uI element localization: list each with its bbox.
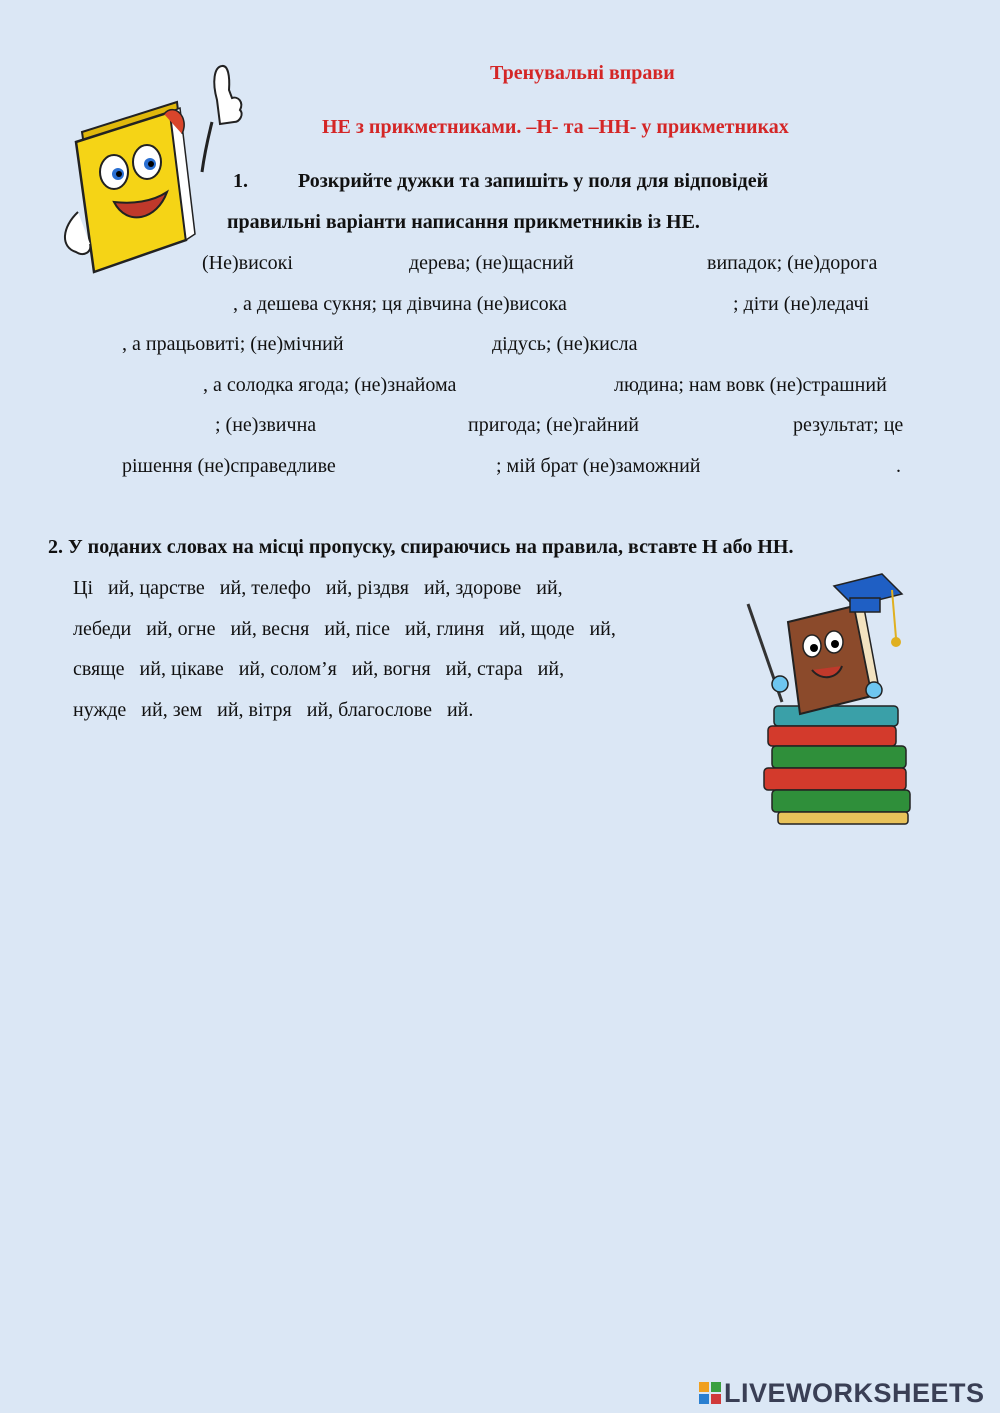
task1-text-12: результат; це xyxy=(793,414,904,436)
answer-field-8[interactable] xyxy=(122,412,212,438)
task1-text-2: дерева; (не)щасний xyxy=(409,252,574,274)
task1-text-15: . xyxy=(896,455,901,477)
task2-line-1: Ці ий, царстве ий, телефо ий, різдвя ий, здорове ий, xyxy=(73,577,563,599)
answer-field-12[interactable] xyxy=(740,453,894,479)
answer-field-1[interactable] xyxy=(315,250,405,276)
answer-field-4[interactable] xyxy=(630,291,730,317)
answer-field-6b[interactable] xyxy=(122,372,200,398)
liveworksheets-logo[interactable] xyxy=(698,1378,985,1408)
task2-line-4: нужде ий, зем ий, вітря ий, благослове ий. xyxy=(73,699,474,721)
answer-field-10[interactable] xyxy=(673,412,789,438)
answer-field-3[interactable] xyxy=(122,291,230,317)
answer-field-6[interactable] xyxy=(668,331,928,357)
liveworksheets-logo-text: LIVEWORKSHEETS xyxy=(724,1378,985,1408)
task1-text-5: ; діти (не)ледачі xyxy=(733,293,870,315)
task1-text-14: ; мій брат (не)заможний xyxy=(496,455,701,477)
answer-field-9[interactable] xyxy=(338,412,464,438)
task1-text-11: пригода; (не)гайний xyxy=(468,414,639,436)
task1-text-13: рішення (не)справедливе xyxy=(122,455,336,477)
page-subtitle: НЕ з прикметниками. –Н- та –НН- у прикметниках xyxy=(322,116,789,138)
task1-text-3: випадок; (не)дорога xyxy=(707,252,878,274)
answer-field-11[interactable] xyxy=(376,453,492,479)
book-character-illustration xyxy=(62,62,248,274)
task1-heading-line1: Розкрийте дужки та запишіть у поля для відповідей xyxy=(298,170,769,192)
task1-text-8: , а солодка ягода; (не)знайома xyxy=(203,374,457,396)
task1-number: 1. xyxy=(233,170,248,192)
task2-heading: 2. У поданих словах на місці пропуску, спираючись на правила, вставте Н або НН. xyxy=(48,536,794,558)
answer-field-2[interactable] xyxy=(607,250,703,276)
task2-line-3: свяще ий, цікаве ий, солом’я ий, вогня ий, стара ий, xyxy=(73,658,565,680)
task1-text-7: дідусь; (не)кисла xyxy=(492,333,638,355)
task1-text-4: , а дешева сукня; ця дівчина (не)висока xyxy=(233,293,567,315)
task1-text-1: (Не)високі xyxy=(202,252,293,274)
page-title: Тренувальні вправи xyxy=(490,62,675,84)
answer-field-7[interactable] xyxy=(508,372,610,398)
scholar-books-illustration xyxy=(742,572,914,834)
task1-heading-line2: правильні варіанти написання прикметників із НЕ. xyxy=(227,211,700,233)
task1-text-10: ; (не)звична xyxy=(215,414,317,436)
answer-field-5[interactable] xyxy=(384,331,488,357)
task2-line-2: лебеди ий, огне ий, весня ий, пісе ий, глиня ий, щоде ий, xyxy=(73,618,616,640)
liveworksheets-logo-icon xyxy=(698,1381,722,1405)
task1-text-9: людина; нам вовк (не)страшний xyxy=(614,374,887,396)
task1-text-6: , а працьовиті; (не)мічний xyxy=(122,333,344,355)
